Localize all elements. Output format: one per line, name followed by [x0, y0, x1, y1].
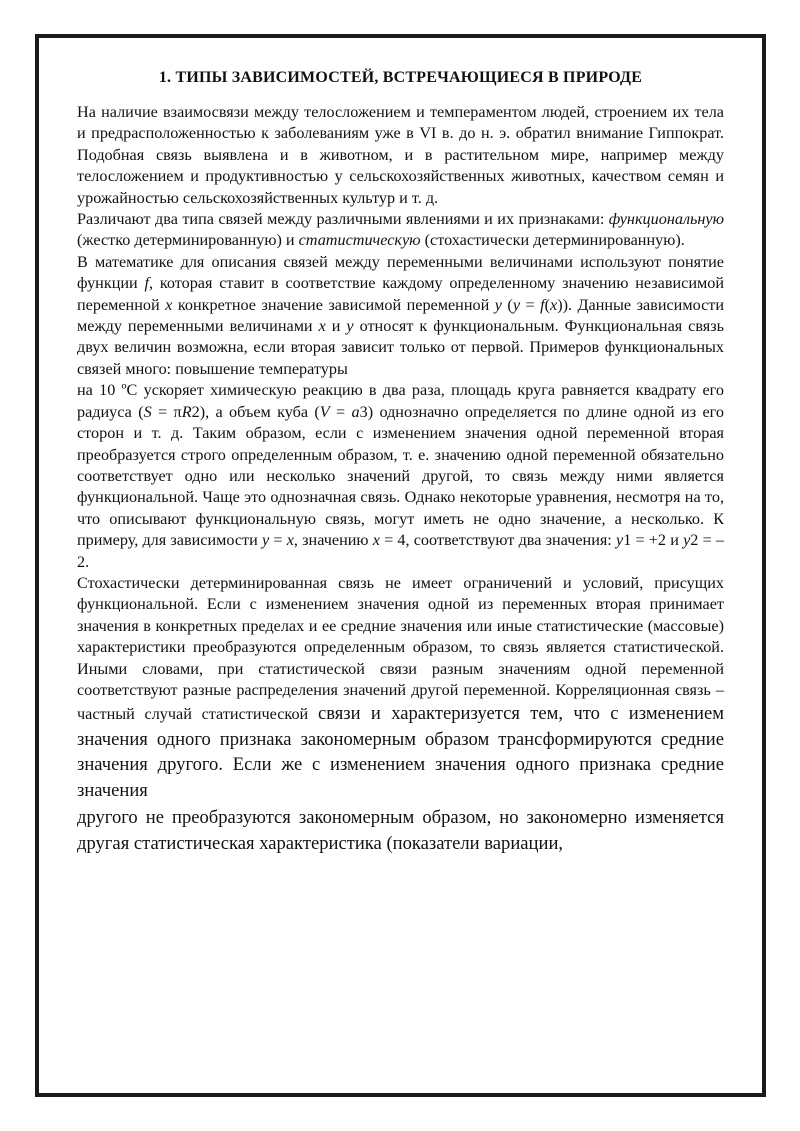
var-y: y	[512, 295, 520, 314]
paragraph-4-text-i: 1 = +2 и	[623, 531, 684, 550]
paragraph-5	[77, 573, 724, 803]
paragraph-3-text-d: (	[501, 295, 513, 314]
paragraph-3-text-g: (	[544, 295, 550, 314]
var-x: x	[318, 317, 326, 336]
paragraph-3	[77, 252, 724, 380]
paragraph-4-text-b: = π	[151, 402, 182, 421]
body-text	[77, 102, 724, 856]
paragraph-4-text-e: 3) однозначно определяется по длине одной из его сторон и т. д. Таким образом, если с изменением значения одной переменной вторая преобразуется строго определенным образом, т. е. значению одной переменной обязательно соответствует одно или несколько значений другой, то связь между ними является функциональной. Чаще это однозначная связь. Однако некоторые уравнения, несмотря на то, что описывают функциональную связь, могут иметь не одно значение, а несколько. К примеру, для зависимости	[77, 402, 724, 550]
paragraph-3-text-i: и	[325, 317, 347, 336]
var-f: f	[144, 274, 149, 293]
var-y: y	[346, 317, 354, 336]
paragraph-4-text-c: 2), а объем куба (	[191, 402, 320, 421]
section-title: 1. ТИПЫ ЗАВИСИМОСТЕЙ, ВСТРЕЧАЮЩИЕСЯ В ПРИРОДЕ	[158, 69, 643, 86]
paragraph-2-text-c: (жестко детерминированную) и	[77, 231, 299, 250]
paragraph-4-text-g: , значению	[293, 531, 373, 550]
var-y: y	[683, 531, 691, 550]
paragraph-2	[77, 209, 724, 252]
term-statistical: статистическую	[298, 231, 421, 250]
var-s: S	[143, 402, 152, 421]
var-y: y	[494, 295, 502, 314]
var-r: R	[181, 402, 192, 421]
page-border-frame	[35, 34, 766, 1097]
paragraph-1	[77, 102, 724, 209]
paragraph-3-text-h: )). Данные зависимости между переменными величинами	[77, 295, 725, 336]
var-y: y	[262, 531, 270, 550]
paragraph-6	[77, 805, 724, 856]
paragraph-3-text-a: В математике для описания связей между переменными величинами используют понятие функции	[77, 252, 724, 293]
paragraph-4	[77, 380, 724, 573]
paragraph-4-text-a: на 10 ºС ускоряет химическую реакцию в два раза, площадь круга равняется квадрату его радиуса (	[77, 381, 724, 421]
var-x: x	[372, 531, 380, 550]
paragraph-4-text-d: =	[329, 402, 352, 421]
paragraph-6-text: другого не преобразуются закономерным образом, но закономерно изменяется другая статистическая характеристика (показатели вариации,	[77, 807, 724, 854]
paragraph-3-text-b: , которая ставит в соответствие каждому определенному значению независимой переменной	[77, 274, 724, 314]
paragraph-2-text-e: (стохастически детерминированную).	[420, 231, 685, 250]
var-a: a	[351, 402, 360, 421]
paragraph-2-text-a: Различают два типа связей между различными явлениями и их признаками:	[77, 210, 609, 229]
paragraph-3-text-c: конкретное значение зависимой переменной	[172, 295, 495, 314]
paragraph-4-text-j: 2 = –2.	[77, 531, 724, 571]
paragraph-1-text: На наличие взаимосвязи между телосложением и темпераментом людей, строением их тела и предрасположенностью к заболеваниям уже в VI в. до н. э. обратил внимание Гиппократ. Подобная связь выявлена и в животном, и в растительном мире, например между телосложением и продуктивностью у сельскохозяйственных животных, качеством семян и урожайностью сельскохозяйственных культур и т. д.	[77, 103, 724, 207]
paragraph-4-text-h: = 4, соответствуют два значения:	[379, 531, 616, 550]
paragraph-5-text-a: Стохастически детерминированная связь не имеет ограничений и условий, присущих функциональной. Если с изменением значения одной из переменных вторая принимает значения в конкретных пределах и ее средние значения или иные статистические (массовые) характеристики преобразуются определенным образом, то связь является статистической. Иными словами, при статистической связи разным значениям одной переменной соответствуют разные распределения значений другой переменной. Корреляционная связь – частный случай статистической	[77, 573, 724, 724]
paragraph-3-text-j: относят к функциональным. Функциональная связь двух величин возможна, если вторая зависит только от первой. Примеров функциональных связей много: повышение температуры	[77, 317, 725, 378]
var-v: V	[319, 402, 330, 421]
var-x: x	[550, 295, 558, 314]
var-y: y	[616, 531, 624, 550]
var-x: x	[165, 295, 173, 314]
paragraph-5-text-b: связи и характеризуется тем, что с изменением значения одного признака закономерным образом трансформируются средние значения другого. Если же с изменением значения одного признака средние значения	[77, 703, 724, 801]
paragraph-4-text-f: =	[269, 531, 287, 550]
document-content	[77, 68, 724, 856]
var-x: x	[286, 531, 294, 550]
paragraph-3-text-e: =	[520, 295, 541, 314]
term-functional: функциональную	[608, 210, 724, 229]
var-f: f	[540, 295, 545, 314]
